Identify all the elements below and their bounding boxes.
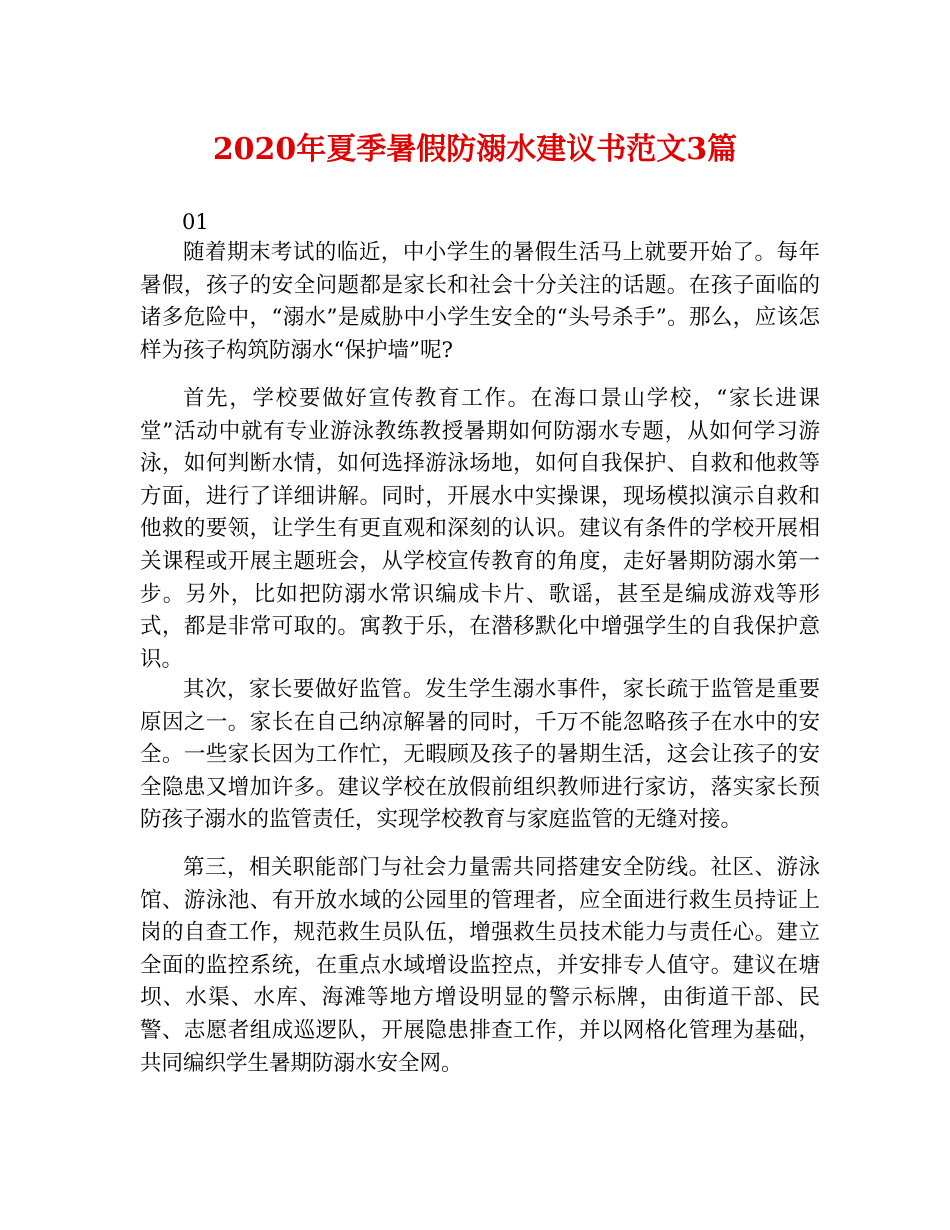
paragraph-2: 首先，学校要做好宣传教育工作。在海口景山学校，“家长进课堂”活动中就有专业游泳教练教授暑期如何防溺水专题，从如何学习游泳，如何判断水情，如何选择游泳场地，如何自我保护、自救和他救等方面，进行了详细讲解。同时，开展水中实操课，现场模拟演示自救和他救的要领，让学生有更直观和深刻的认识。建议有条件的学校开展相关课程或开展主题班会，从学校宣传教育的角度，走好暑期防溺水第一步。另外，比如把防溺水常识编成卡片、歌谣，甚至是编成游戏等形式，都是非常可取的。寓教于乐，在潜移默化中增强学生的自我保护意识。 <box>140 386 820 672</box>
paragraph-4: 第三，相关职能部门与社会力量需共同搭建安全防线。社区、游泳馆、游泳池、有开放水域的公园里的管理者，应全面进行救生员持证上岗的自查工作，规范救生员队伍，增强救生员技术能力与责任心。建立全面的监控系统，在重点水域增设监控点，并安排专人值守。建议在塘坝、水渠、水库、海滩等地方增设明显的警示标牌，由街道干部、民警、志愿者组成巡逻队，开展隐患排查工作，并以网格化管理为基础，共同编织学生暑期防溺水安全网。 <box>140 855 820 1076</box>
paragraph-1: 随着期末考试的临近，中小学生的暑假生活马上就要开始了。每年暑假，孩子的安全问题都是家长和社会十分关注的话题。在孩子面临的诸多危险中，“溺水”是威胁中小学生安全的“头号杀手”。那么，应该怎样为孩子构筑防溺水“保护墙”呢? <box>140 240 820 363</box>
paragraph-3: 其次，家长要做好监管。发生学生溺水事件，家长疏于监管是重要原因之一。家长在自己纳凉解暑的同时，千万不能忽略孩子在水中的安全。一些家长因为工作忙，无暇顾及孩子的暑期生活，这会让孩子的安全隐患又增加许多。建议学校在放假前组织教师进行家访，落实家长预防孩子溺水的监管责任，实现学校教育与家庭监管的无缝对接。 <box>140 677 820 833</box>
document-title: 2020年夏季暑假防溺水建议书范文3篇 <box>212 132 738 167</box>
section-number: 01 <box>182 210 209 234</box>
